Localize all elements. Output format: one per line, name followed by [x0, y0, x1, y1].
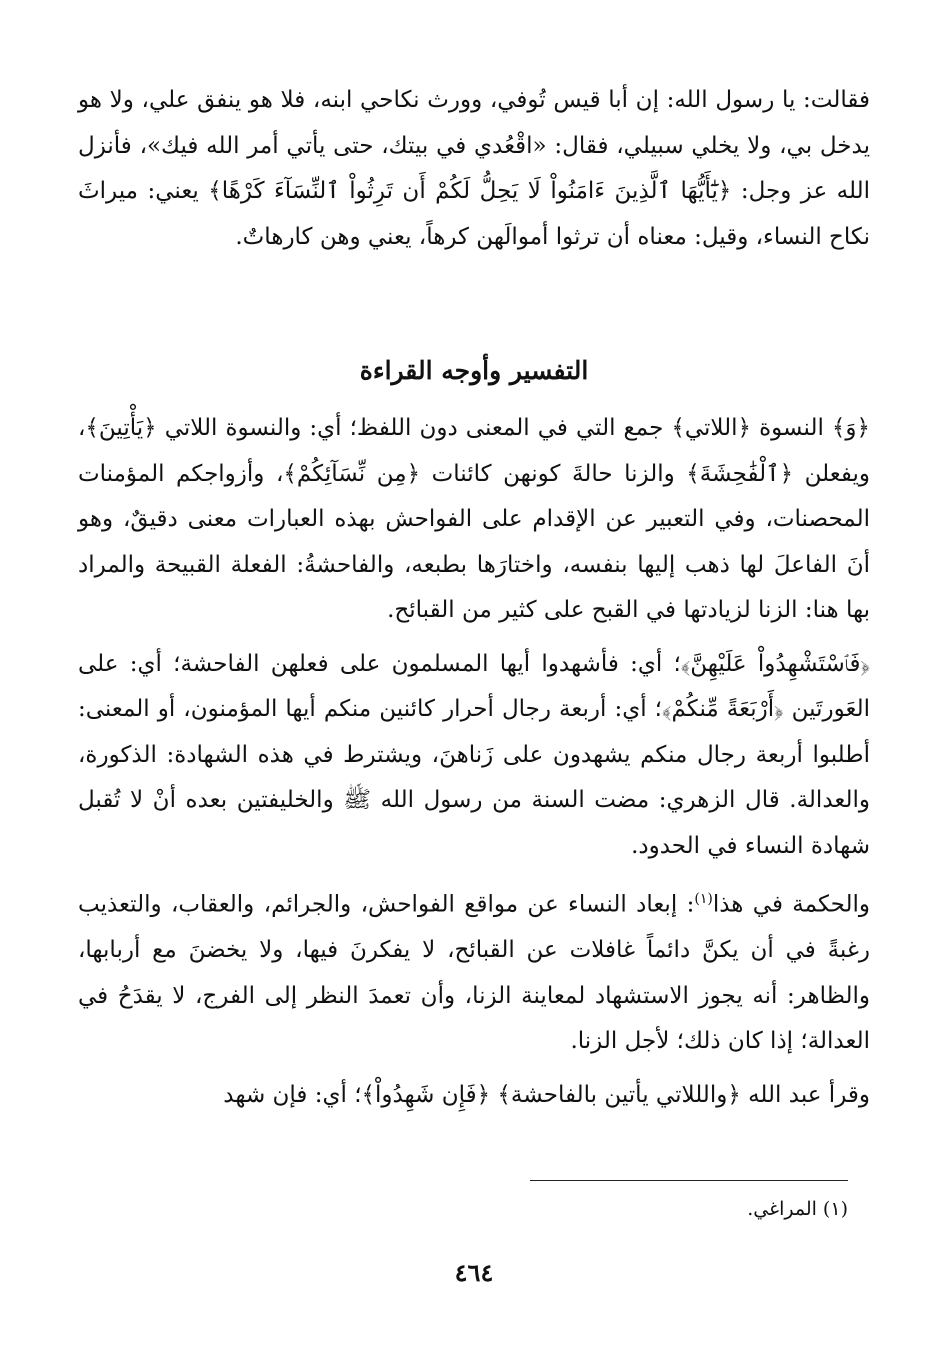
footnote-divider: [530, 1180, 848, 1181]
paragraph-4-rest: : إبعاد النساء عن مواقع الفواحش، والجرائم، والعقاب، والتعذيب رغبةً في أن يكنَّ دائماً غافلات عن القبائح، لا يفكرنَ فيها، ولا يخضنَ مع أربابها، والظاهر: أنه يجوز الاستشهاد لمعاينة الزنا، وأن تعمدَ النظر إلى الفرج، لا يقدَحُ في العدالة؛ إذا كان ذلك؛ لأجل الزنا.: [78, 891, 870, 1055]
page-body: [78, 78, 870, 1118]
paragraph-5: وقرأ عبد الله ﴿والللاتي يأتين بالفاحشة﴾ ﴿فَإِن شَهِدُواْ﴾؛ أي: فإن شهد: [223, 1081, 870, 1108]
paragraph-1: فقالت: يا رسول الله: إن أبا قيس تُوفي، وورث نكاحي ابنه، فلا هو ينفق علي، ولا هو يدخل بي، ولا يخلي سبيلي، فقال: «اقْعُدي في بيتك، حتى يأتي أمر الله فيك»، فأنزل الله عز وجل: ﴿يَٰٓأَيُّهَا ٱلَّذِينَ ءَامَنُواْ لَا يَحِلُّ لَكُمْ أَن تَرِثُواْ ٱلنِّسَآءَ كَرْهًا﴾ يعني: ميراثَ نكاح النساء، وقيل: معناه أن ترثوا أموالَهن كرهاً، يعني وهن كارهاتٌ.: [78, 87, 870, 250]
paragraph-4: [78, 877, 870, 1065]
paragraph-3: ﴿فَٱسْتَشْهِدُواْ عَلَيْهِنَّ﴾؛ أي: فأشهدوا أيها المسلمون على فعلهن الفاحشة؛ أي: على العَورتَين ﴿أَرْبَعَةً مِّنكُمْ﴾؛ أي: أربعة رجال أحرار كائنين منكم أيها المؤمنون، أو المعنى: أطلبوا أربعة رجال منكم يشهدون على زَناهنَ، ويشترط في هذه الشهادة: الذكورة، والعدالة. قال الزهري: مضت السنة من رسول الله ﷺ والخليفتين بعده أنْ لا تُقبل شهادة النساء في الحدود.: [78, 650, 870, 859]
section-heading: التفسير وأوجه القراءة: [359, 356, 589, 385]
paragraph-2: ﴿وَ﴾ النسوة ﴿اللاتي﴾ جمع التي في المعنى دون اللفظ؛ أي: والنسوة اللاتي ﴿يَأْتِينَ﴾، ويفعلن ﴿ٱلْفَٰحِشَةَ﴾ والزنا حالةَ كونهن كائنات ﴿مِن نِّسَآئِكُمْ﴾، وأزواجكم المؤمنات المحصنات، وفي التعبير عن الإقدام على الفواحش بهذه العبارات معنى دقيقٌ، وهو أنَ الفاعلَ لها ذهب إليها بنفسه، واختارَها بطبعه، والفاحشةُ: الفعلة القبيحة والمراد بها هنا: الزنا لزيادتها في القبح على كثير من القبائح.: [78, 415, 870, 623]
footnote: (١) المراغي.: [747, 1198, 848, 1220]
paragraph-4-start: والحكمة في هذا: [712, 891, 870, 918]
footnote-reference[interactable]: (١): [694, 891, 713, 907]
page-number: ٤٦٤: [454, 1258, 494, 1287]
